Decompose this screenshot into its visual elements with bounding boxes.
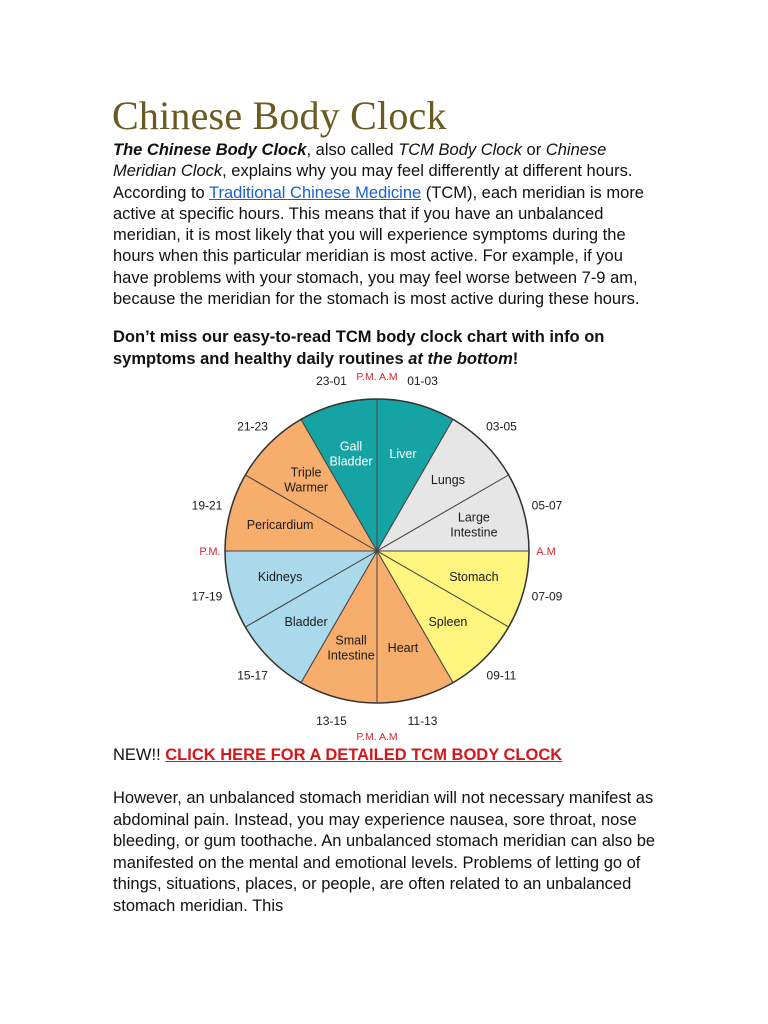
slice-label-stomach: Stomach xyxy=(449,569,499,584)
callout-end: ! xyxy=(512,349,519,368)
slice-label-heart: Heart xyxy=(387,640,419,655)
intro-term-chinese-body-clock: The Chinese Body Clock xyxy=(113,141,307,159)
am-side-label: A.M xyxy=(536,546,556,558)
hours-label-21-23: 21-23 xyxy=(237,419,268,434)
hours-label-13-15: 13-15 xyxy=(316,714,347,729)
hours-label-15-17: 15-17 xyxy=(237,668,268,683)
hours-label-07-09: 07-09 xyxy=(531,589,563,604)
pm-side-label: P.M. xyxy=(199,546,221,558)
pm-am-bottom-label: P.M. A.M xyxy=(356,731,398,743)
intro-text-2: or xyxy=(521,141,546,159)
slice-label-small-intestine: Intestine xyxy=(327,648,375,663)
intro-term-tcm-body-clock: TCM Body Clock xyxy=(398,141,522,159)
intro-text-1: , also called xyxy=(306,141,399,159)
slice-label-small-intestine: Small xyxy=(335,633,367,648)
intro-term-meridian-clock: Chinese Meridian Clock xyxy=(113,141,607,181)
slice-label-gall-bladder: Bladder xyxy=(329,454,373,469)
callout-main: Don’t miss our easy-to-read TCM body clock chart with info on symptoms and healthy daily routines xyxy=(113,328,605,368)
hours-label-05-07: 05-07 xyxy=(531,498,563,513)
intro-text-3: , explains why you may feel differently at different hours. According to xyxy=(113,162,633,202)
hours-label-23-01: 23-01 xyxy=(316,373,347,388)
slice-label-pericardium: Pericardium xyxy=(246,518,314,533)
slice-label-spleen: Spleen xyxy=(428,614,468,629)
detailed-clock-link[interactable]: CLICK HERE FOR A DETAILED TCM BODY CLOCK xyxy=(165,746,563,764)
slice-label-triple-warmer: Triple xyxy=(290,465,322,480)
hours-label-19-21: 19-21 xyxy=(191,498,223,513)
intro-paragraph xyxy=(113,140,653,310)
tcm-link[interactable]: Traditional Chinese Medicine xyxy=(209,183,422,202)
hours-label-01-03: 01-03 xyxy=(407,373,438,388)
body-clock-chart xyxy=(180,366,600,744)
slice-label-kidneys: Kidneys xyxy=(257,569,303,584)
slice-label-large-intestine: Intestine xyxy=(450,525,498,540)
slice-label-lungs: Lungs xyxy=(430,473,465,488)
body-paragraph: However, an unbalanced stomach meridian will not necessary manifest as abdominal pain. Instead, you may experience nausea, sore throat, nose bleeding, or gum toothache. An unbalanced stomach meridian can also be manifested on the mental and emotional levels. Problems of letting go of things, situations, places, or people, are often related to an unbalanced stomach meridian. This xyxy=(113,789,656,915)
slice-label-bladder: Bladder xyxy=(284,614,328,629)
pm-am-top-label: P.M. A.M xyxy=(356,371,398,383)
slice-label-triple-warmer: Warmer xyxy=(284,480,329,495)
hours-label-09-11: 09-11 xyxy=(486,668,517,683)
hours-label-03-05: 03-05 xyxy=(486,419,517,434)
intro-text-4: (TCM), each meridian is more active at specific hours. This means that if you have an unbalanced meridian, it is most likely that you will experience symptoms during the hours when this particular meridian is most active. For example, if you have problems with your stomach, you may feel worse between 7-9 am, because the meridian for the stomach is most active during these hours. xyxy=(113,183,644,309)
page-title: Chinese Body Clock xyxy=(112,93,447,138)
callout-text xyxy=(113,327,653,370)
new-prefix: NEW!! xyxy=(113,746,166,764)
slice-label-liver: Liver xyxy=(389,447,417,462)
new-line xyxy=(113,746,562,765)
slice-label-gall-bladder: Gall xyxy=(339,439,363,454)
hours-label-17-19: 17-19 xyxy=(191,589,223,604)
hours-label-11-13: 11-13 xyxy=(407,714,438,729)
callout-emphasis: at the bottom xyxy=(408,349,513,368)
slice-label-large-intestine: Large xyxy=(457,510,490,525)
